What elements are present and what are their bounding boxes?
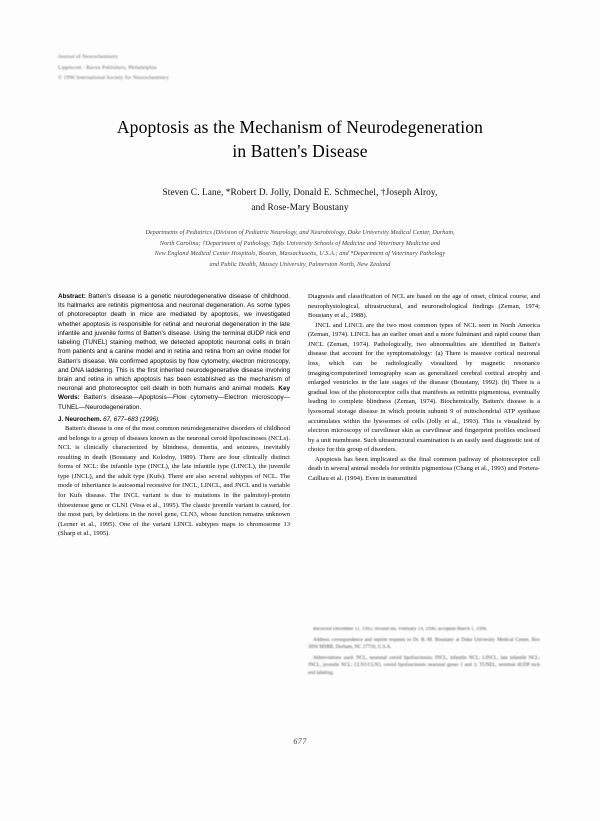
right-column-paragraph: Diagnosis and classification of NCL are based on the age of onset, clinical course, and neurophysiological, ultrastructural, and neuroradiological findings (Zeman, 1974; Boustany et al., 1988). (308, 293, 540, 320)
abstract-block (58, 292, 290, 424)
abstract-label: Abstract: (58, 293, 86, 300)
masthead-line-publisher: Lippincott - Raven Publishers, Philadelphia (58, 64, 157, 71)
author-list (60, 186, 540, 216)
right-column-paragraph: JNCL and LINCL are the two most common types of NCL seen in North America (Zeman, 1974). LINCL has an earlier onset and a more fulminant and rapid course than JNCL (Zeman, 1974). Pathologically, two abnormalities are identified in Batten's disease that account for the symptomatology: (a) There is massive cortical neuronal loss, which can be radiologically visualized by magnetic resonance imaging/computerized tomography scan as generalized cerebral cortical atrophy and enlarged ventricles in the late stages of the disease (Boustany, 1992). (b) There is a gradual loss of the photoreceptor cells that manifests as retinitis pigmentosa, eventually leading to complete blindness (Zeman, 1974). Biochemically, Batten's disease is a lysosomal storage disease in which protein subunit 9 of mitochondrial ATP synthase accumulates within the lysosomes of cells (Jolly et al., 1993). This is visualized by electron microscopy of curvilinear skin as curvilinear and fingerprint profiles enclosed by a unit membrane. Such ultrastructural examination is an easily used diagnostic test of choice for this group of disorders. (308, 321, 540, 454)
author-line-1: Steven C. Lane, *Robert D. Jolly, Donald E. Schmechel, †Joseph Alroy, (162, 188, 438, 198)
body-column-left (58, 292, 290, 539)
article-title-line-2: in Batten's Disease (232, 140, 368, 161)
footnote-correspondence-address: Address correspondence and reprint requests to Dr. R.-M. Boustany at Duke University Medical Center, Box 3094 MSRB, Durham, NC 27710, U.S.A. (308, 637, 540, 651)
author-line-2: and Rose-Mary Boustany (251, 203, 349, 214)
body-column-right (308, 292, 540, 484)
page-number: 677 (293, 737, 307, 746)
affiliation-line-1: Departments of Pediatrics (Division of Pediatric Neurology, and Neurobiology, Duke University Medical Center, Durham, (145, 229, 455, 236)
citation-journal: J. Neurochem. (58, 415, 102, 423)
left-column-paragraph: Batten's disease is one of the most common neurodegenerative disorders of childhood and belongs to a group of diseases known as the neuronal ceroid lipofuscinoses (NCLs). NCL is clinically characterized by blindness, dementia, and seizures, inevitably resulting in death (Boustany and Kolodny, 1989). There are four clinically distinct forms of NCL: the infantile type (INCL), the late infantile type (LINCL), the juvenile type (JNCL), and the adult type (Kufs). There are also several subtypes of NCL. The mode of inheritance is autosomal recessive for INCL, LINCL, and JNCL and is variable for Kufs disease. The INCL variant is due to mutations in the palmitoyl-protein thioesterase gene or CLN1 (Vesa et al., 1995). The classic juvenile variant is caused, for the most part, by deletions in the novel gene, CLN3, whose function remains unknown (Lerner et al., 1995). One of the variant LINCL subtypes maps to chromosome 13 (Sharp et al., 1995). (58, 425, 290, 538)
keywords-label: Key Words: (58, 385, 290, 402)
journal-masthead (58, 52, 318, 84)
right-column-paragraph: Apoptosis has been implicated as the final common pathway of photoreceptor cell death in several animal models for retinitis pigmentosa (Chang et al., 1993) and Portera-Cailliau et al. (1994). Even in transmitted (308, 455, 540, 482)
author-affiliations (48, 228, 552, 271)
article-citation (58, 415, 290, 424)
masthead-line-journal: Journal of Neurochemistry (58, 54, 119, 60)
article-title (60, 116, 540, 164)
affiliation-line-2: North Carolina; †Department of Pathology, Tufts University Schools of Medicine and Veterinary Medicine and (159, 239, 441, 247)
keywords-text: Batten's disease—Apoptosis—Flow cytometry—Electron microscopy—TUNEL—Neurodegeneration. (58, 394, 290, 411)
article-title-line-1: Apoptosis as the Mechanism of Neurodegeneration (116, 117, 484, 137)
footnote-block (308, 626, 540, 678)
footnote-received-dates: Received December 11, 1995; revised ms. February 14, 1996; accepted March 1, 1996. (313, 627, 488, 632)
affiliation-line-3: New England Medical Center Hospitals, Boston, Massachusetts, U.S.A.; and *Department of Veterinary Pathology (154, 250, 446, 258)
masthead-line-society: © 1996 International Society for Neurochemistry (58, 75, 170, 82)
citation-detail: 67, 677–683 (1996). (101, 415, 160, 423)
affiliation-line-4: and Public Health, Massey University, Palmerston North, New Zealand (209, 260, 391, 268)
abstract-text: Batten's disease is a genetic neurodegenerative disease of childhood. Its hallmarks are retinitis pigmentosa and neuronal degeneration. As some types of photoreceptor death in mice are mediated by apoptosis, we investigated whether apoptosis is responsible for retinal and neuronal degeneration in the late infantile and juvenile forms of Batten's disease. Using the terminal dUDP nick end labeling (TUNEL) staining method, we detected apoptotic neuronal cells in brain from patients and a canine model and in retina and retina from an ovine model for Batten's disease. We confirmed apoptosis by flow cytometry, electron microscopy, and DNA laddering. This is the first inherited neurodegenerative disease involving brain and retina in which apoptosis has been established as the mechanism of neuronal and photoreceptor cell death in both humans and animal models. (58, 293, 290, 393)
footnote-abbreviations: Abbreviations used: NCL, neuronal ceroid lipofuscinosis; INCL, infantile NCL; LINCL, late infantile NCL; JNCL, juvenile NCL; CLN1/CLN3, ceroid lipofuscinosis neuronal genes 1 and 3; TUNEL, terminal dUDP nick end labeling. (308, 655, 540, 676)
